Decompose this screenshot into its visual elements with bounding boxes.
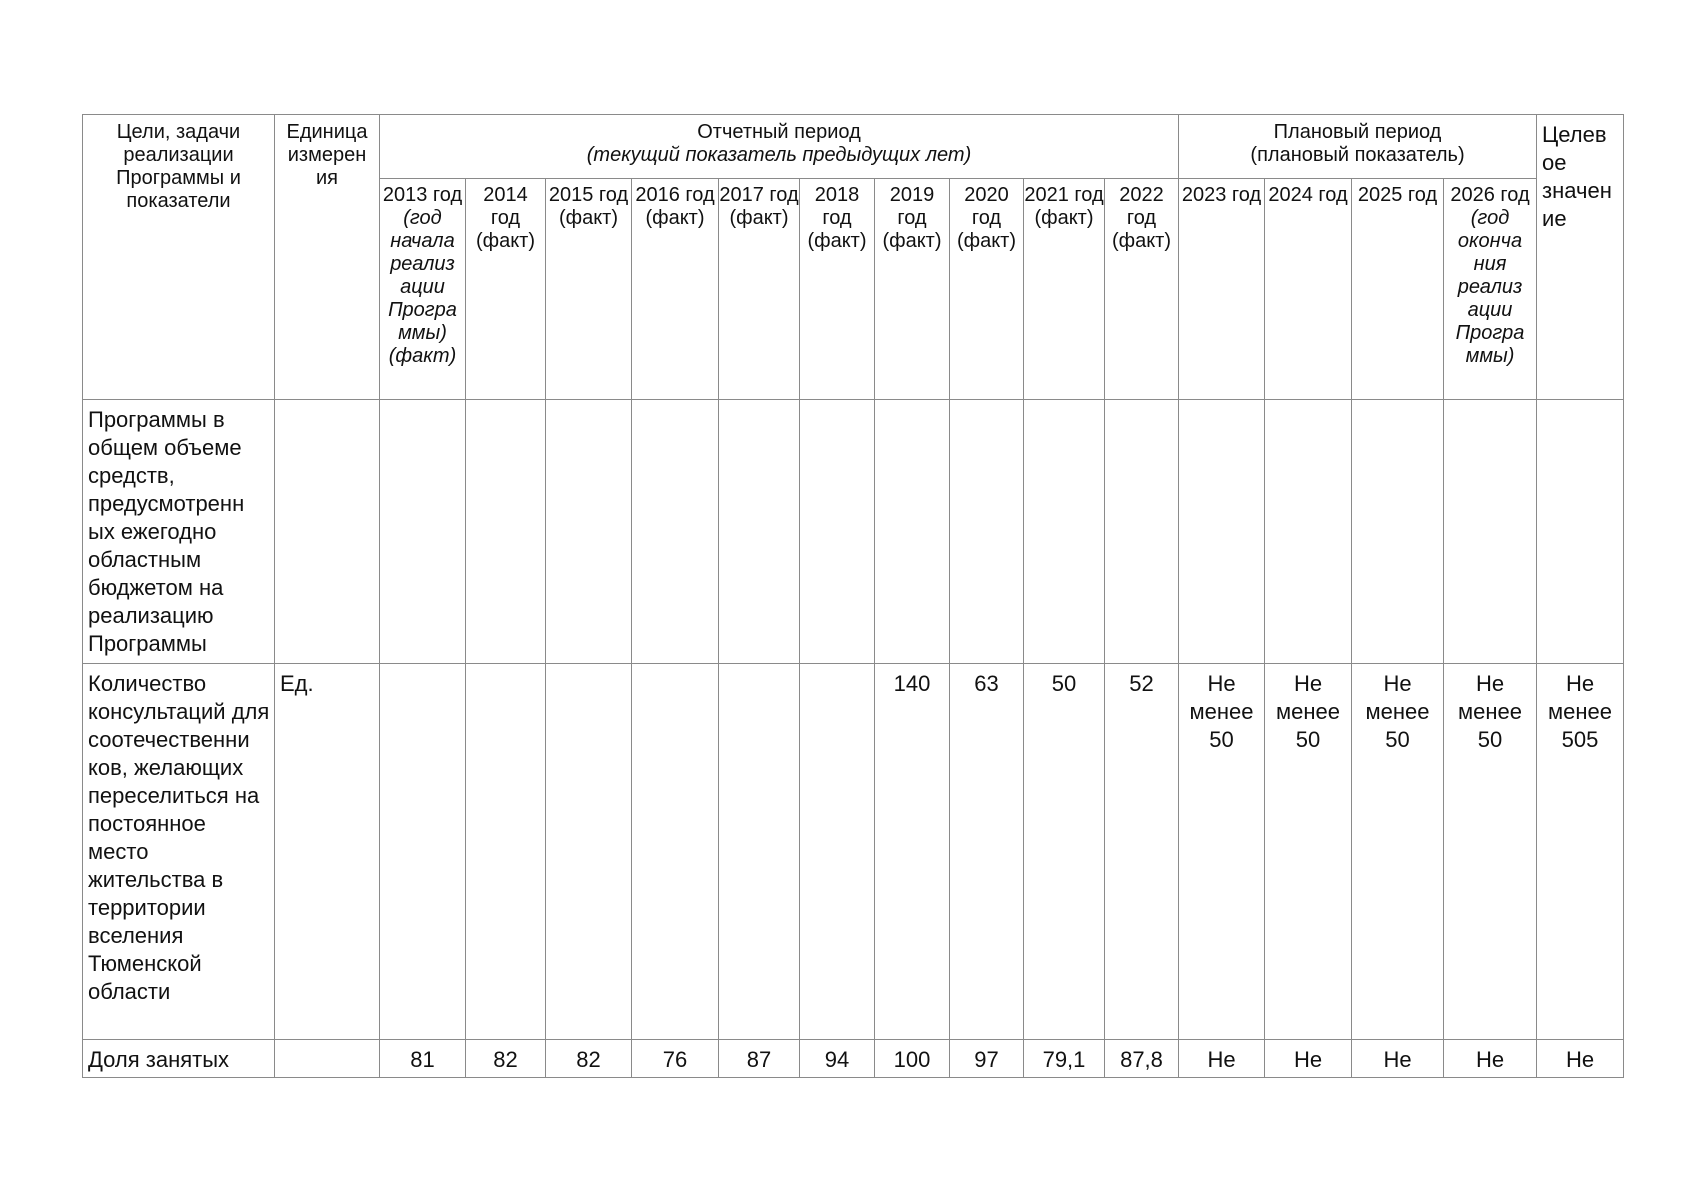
year-header-2018: 2018 год (факт)	[800, 178, 875, 399]
value-cell: 100	[875, 1040, 950, 1078]
value-cell: Не	[1179, 1040, 1265, 1078]
target-header: Целев ое значен ие	[1537, 115, 1624, 400]
table-row	[83, 400, 1624, 664]
value-cell: 79,1	[1024, 1040, 1105, 1078]
planning-period-title: Плановый период	[1273, 121, 1442, 143]
year-header-2021: 2021 год (факт)	[1024, 178, 1105, 399]
value-cell	[1105, 400, 1179, 664]
target-cell	[1537, 400, 1624, 664]
value-cell	[466, 664, 546, 1040]
planning-period-header	[1179, 115, 1537, 179]
value-cell	[950, 400, 1024, 664]
value-cell	[719, 400, 800, 664]
value-cell: Не менее 50	[1352, 664, 1444, 1040]
value-cell	[1352, 400, 1444, 664]
year-header-2020: 2020 год (факт)	[950, 178, 1024, 399]
value-cell	[546, 664, 632, 1040]
year-header-2013: 2013 год (год начала реализ ации Програ ммы) (факт)	[380, 178, 466, 399]
value-cell: Не	[1444, 1040, 1537, 1078]
value-cell	[875, 400, 950, 664]
value-cell: Не менее 50	[1444, 664, 1537, 1040]
value-cell: 97	[950, 1040, 1024, 1078]
value-cell: 81	[380, 1040, 466, 1078]
year-header-2022: 2022 год (факт)	[1105, 178, 1179, 399]
value-cell	[380, 400, 466, 664]
value-cell	[719, 664, 800, 1040]
value-cell: 82	[546, 1040, 632, 1078]
year-header-2023: 2023 год	[1179, 178, 1265, 399]
reporting-period-title: Отчетный период	[697, 121, 861, 143]
value-cell: Не менее 50	[1265, 664, 1352, 1040]
row-label: Доля занятых	[83, 1040, 275, 1078]
row-label: Количество консультаций для соотечественни ков, желающих переселиться на постоянное место жительства в территории вселения Тюменской области	[83, 664, 275, 1040]
value-cell: Не	[1265, 1040, 1352, 1078]
row-unit: Ед.	[275, 664, 380, 1040]
table-row	[83, 1040, 1624, 1078]
goals-header: Цели, задачи реализации Программы и показатели	[83, 115, 275, 400]
reporting-period-header	[380, 115, 1179, 179]
year-header-2017: 2017 год (факт)	[719, 178, 800, 399]
value-cell: 140	[875, 664, 950, 1040]
value-cell	[800, 400, 875, 664]
value-cell: 50	[1024, 664, 1105, 1040]
indicators-table	[82, 114, 1624, 1078]
target-cell: Не	[1537, 1040, 1624, 1078]
reporting-period-subtitle: (текущий показатель предыдущих лет)	[586, 144, 972, 166]
value-cell: 87	[719, 1040, 800, 1078]
year-header-2024: 2024 год	[1265, 178, 1352, 399]
year-header-2025: 2025 год	[1352, 178, 1444, 399]
value-cell	[1024, 400, 1105, 664]
row-label: Программы в общем объеме средств, предусмотренн ых ежегодно областным бюджетом на реализацию Программы	[83, 400, 275, 664]
year-header-2016: 2016 год (факт)	[632, 178, 719, 399]
value-cell	[800, 664, 875, 1040]
year-header-2015: 2015 год (факт)	[546, 178, 632, 399]
value-cell	[466, 400, 546, 664]
value-cell	[1179, 400, 1265, 664]
value-cell: 63	[950, 664, 1024, 1040]
row-unit	[275, 400, 380, 664]
value-cell	[632, 664, 719, 1040]
unit-header: Единица измерен ия	[275, 115, 380, 400]
table-row	[83, 664, 1624, 1040]
value-cell	[1265, 400, 1352, 664]
value-cell	[1444, 400, 1537, 664]
year-header-2014: 2014 год (факт)	[466, 178, 546, 399]
value-cell: Не	[1352, 1040, 1444, 1078]
value-cell	[632, 400, 719, 664]
value-cell: 76	[632, 1040, 719, 1078]
value-cell	[380, 664, 466, 1040]
row-unit	[275, 1040, 380, 1078]
target-cell: Не менее 505	[1537, 664, 1624, 1040]
value-cell: Не менее 50	[1179, 664, 1265, 1040]
value-cell: 94	[800, 1040, 875, 1078]
value-cell	[546, 400, 632, 664]
value-cell: 87,8	[1105, 1040, 1179, 1078]
year-header-2019: 2019 год (факт)	[875, 178, 950, 399]
planning-period-subtitle: (плановый показатель)	[1250, 144, 1465, 166]
value-cell: 52	[1105, 664, 1179, 1040]
year-header-2026: 2026 год (год оконча ния реализ ации Програ ммы)	[1444, 178, 1537, 399]
value-cell: 82	[466, 1040, 546, 1078]
